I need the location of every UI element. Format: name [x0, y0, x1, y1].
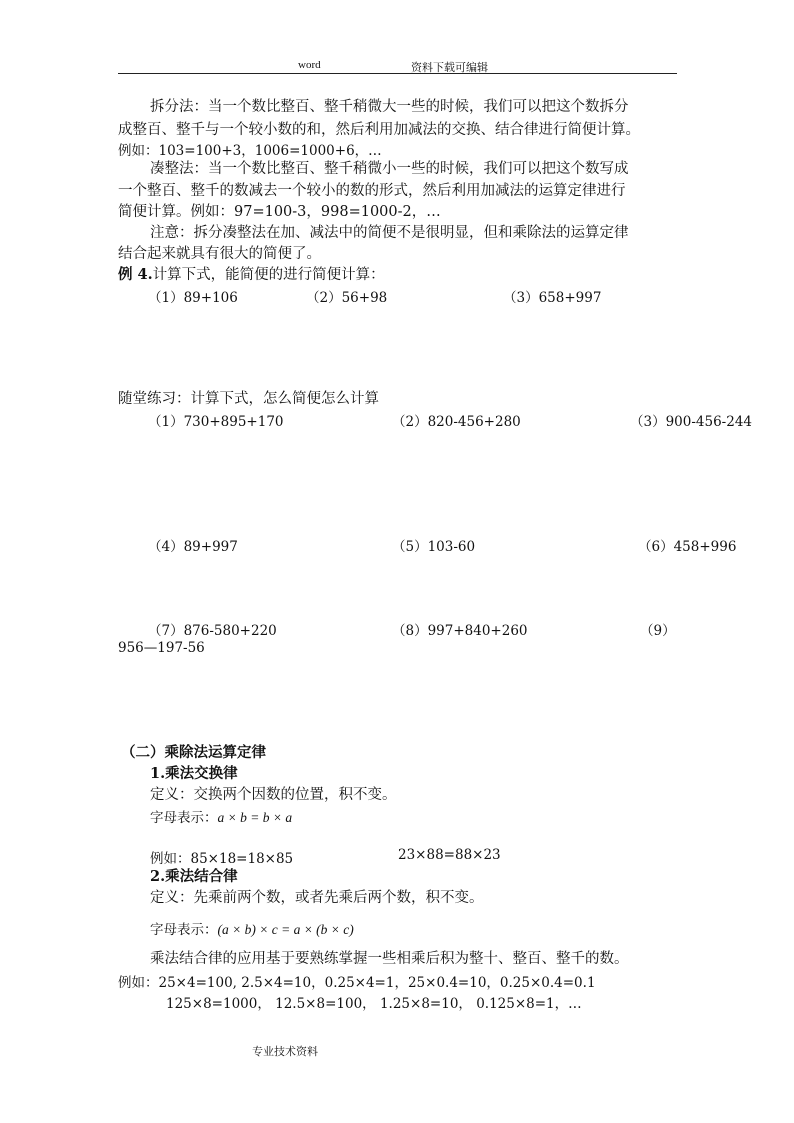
law1-letter-row: [150, 806, 292, 826]
header-right: 资料下载可编辑: [411, 62, 488, 74]
practice-item-7: （7）876-580+220: [148, 623, 277, 639]
law1-title: 1.乘法交换律: [150, 765, 238, 782]
example4-text: 计算下式，能简便的进行简便计算：: [152, 267, 385, 283]
practice-item-1: （1）730+895+170: [148, 414, 284, 430]
law2-examples-1: 例如：25×4=100, 2.5×4=10，0.25×4=1，25×0.4=10，0.25×0.4=0.1: [118, 975, 596, 991]
law1-letter-label: 字母表示：: [150, 810, 218, 826]
law2-letter-row: [150, 918, 354, 938]
split-line-2: 成整百、整千与一个较小数的和，然后利用加减法的交换、结合律进行简便计算。: [118, 122, 640, 138]
law1-example-2: 23×88=88×23: [398, 847, 501, 863]
section2-title: （二）乘除法运算定律: [121, 744, 266, 761]
law2-examples-2: 125×8=1000， 12.5×8=100， 1.25×8=10， 0.125×8=1，…: [166, 996, 582, 1012]
law2-letter-label: 字母表示：: [150, 922, 218, 938]
example4-label: 例 4.: [118, 266, 153, 283]
note-line-1: 注意：拆分凑整法在加、减法中的简便不是很明显，但和乘除法的运算定律: [150, 225, 629, 241]
example4-item-1: （1）89+106: [148, 290, 238, 306]
practice-item-5: （5）103-60: [392, 539, 476, 555]
example4-item-3: （3）658+997: [503, 290, 602, 306]
practice-item-8: （8）997+840+260: [392, 623, 528, 639]
practice-item-3: （3）900-456-244: [630, 414, 753, 430]
header-rule: [118, 73, 677, 74]
round-line-2: 一个整百、整千的数减去一个较小的数的形式，然后利用加减法的运算定律进行: [118, 183, 626, 199]
example4-heading: [118, 263, 385, 284]
split-line-1: 拆分法：当一个数比整百、整千稍微大一些的时候，我们可以把这个数拆分: [150, 99, 629, 115]
round-line-3: 简便计算。例如：97=100-3，998=1000-2，…: [118, 204, 441, 220]
practice-item-9-expr: 956—197-56: [118, 640, 205, 656]
practice-item-4: （4）89+997: [148, 539, 238, 555]
practice-item-2: （2）820-456+280: [392, 414, 521, 430]
law1-definition: 定义：交换两个因数的位置，积不变。: [150, 787, 397, 803]
split-line-3: 例如：103=100+3，1006=1000+6，…: [118, 143, 382, 159]
law2-formula: (a × b) × c = a × (b × c): [217, 922, 354, 937]
header-left: word: [298, 59, 321, 71]
law2-definition: 定义：先乘前两个数，或者先乘后两个数，积不变。: [150, 890, 484, 906]
law1-example-1: 例如：85×18=18×85: [150, 851, 294, 867]
practice-item-6: （6）458+996: [638, 539, 737, 555]
law2-application: 乘法结合律的应用基于要熟练掌握一些相乘后积为整十、整百、整千的数。: [150, 951, 629, 967]
footer-text: 专业技术资料: [252, 1045, 318, 1058]
note-line-2: 结合起来就具有很大的简便了。: [118, 246, 321, 262]
law2-title: 2.乘法结合律: [150, 868, 238, 885]
practice-title: 随堂练习：计算下式，怎么简便怎么计算: [118, 391, 379, 407]
practice-item-9: （9）: [640, 623, 676, 639]
example4-item-2: （2）56+98: [306, 290, 388, 306]
law1-formula: a × b = b × a: [217, 810, 293, 825]
round-line-1: 凑整法：当一个数比整百、整千稍微小一些的时候，我们可以把这个数写成: [150, 161, 629, 177]
